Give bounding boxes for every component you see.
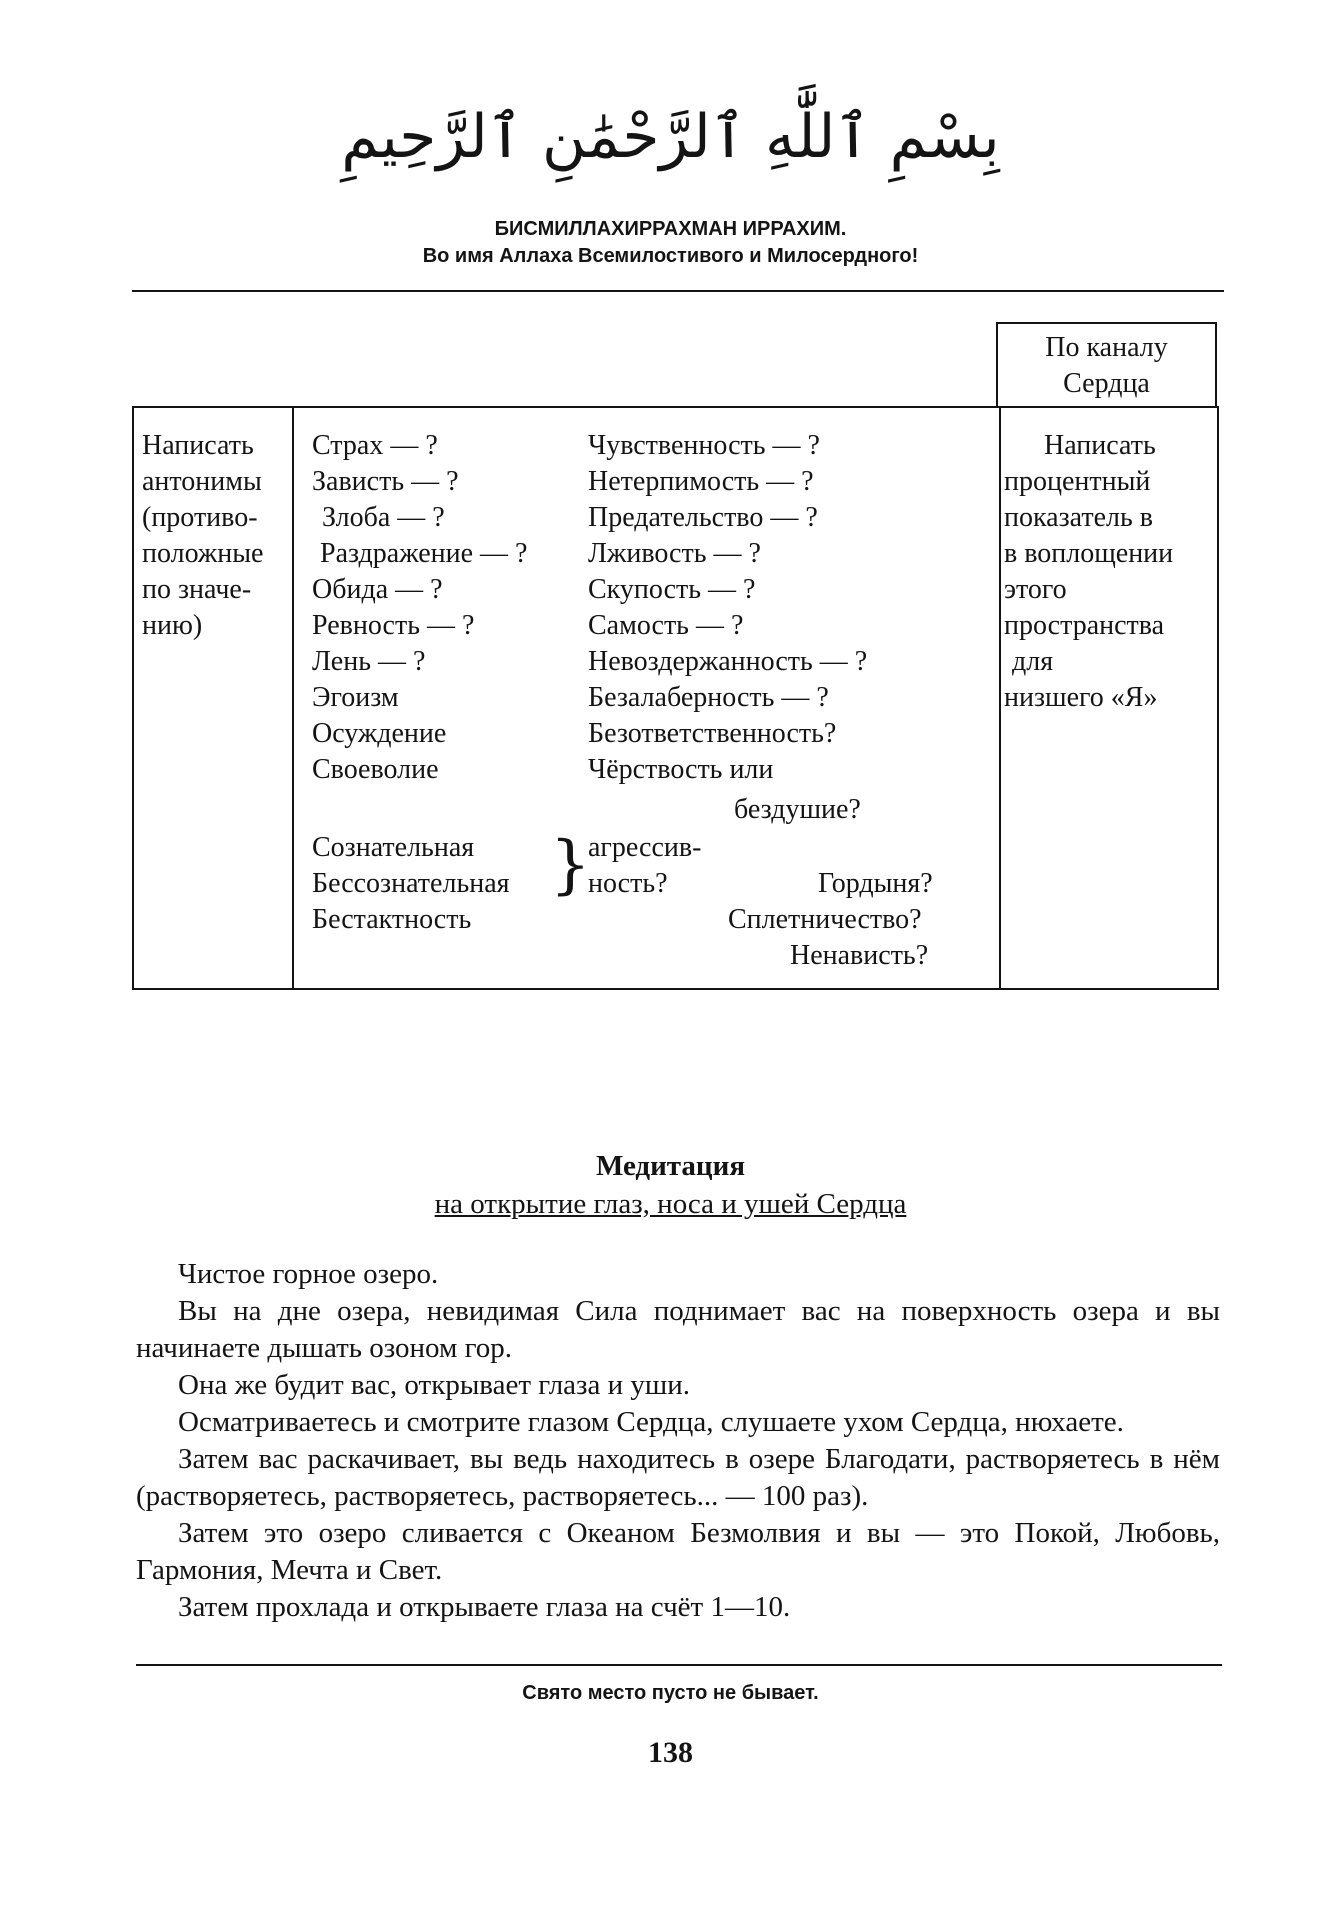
quality-item: Осуждение (312, 718, 447, 749)
left-cell-line: (противо- (142, 502, 258, 533)
quality-item: Гордыня? (818, 868, 933, 899)
quality-item: Чёрствость или (588, 754, 774, 785)
quality-item: Предательство — ? (588, 502, 818, 533)
quality-item: Обида — ? (312, 574, 443, 605)
meditation-paragraph: Затем вас раскачивает, вы ведь находитесь в озере Благодати, растворяетесь в нём (растворяетесь, растворяетесь, растворяетесь... — 100 раз). (136, 1443, 1220, 1512)
group-item: Бессознательная (312, 868, 510, 899)
meditation-paragraph: Вы на дне озера, невидимая Сила поднимает вас на поверхность озера и вы начинаете дышать озоном гор. (136, 1295, 1220, 1364)
right-cell-line: Написать (1044, 430, 1156, 461)
meditation-paragraph: Затем прохлада и открываете глаза на счёт 1—10. (178, 1591, 791, 1623)
quality-item: Лживость — ? (588, 538, 761, 569)
quality-item: Чувственность — ? (588, 430, 820, 461)
group-item: Сознательная (312, 832, 475, 863)
left-cell-line: Написать (142, 430, 254, 461)
right-cell-line: показатель в (1004, 502, 1153, 533)
meditation-text (136, 1256, 1220, 1626)
column-divider-right (999, 406, 1001, 990)
right-cell-line: этого (1004, 574, 1067, 605)
quality-item: Безалаберность — ? (588, 682, 829, 713)
quality-item: Эгоизм (312, 682, 399, 713)
right-cell-line: в воплощении (1004, 538, 1174, 569)
footer-proverb: Свято место пусто не бывает. (522, 1682, 819, 1704)
right-cell-line: процентный (1004, 466, 1151, 497)
left-cell (142, 428, 263, 644)
meditation-paragraph: Затем это озеро сливается с Океаном Безмолвия и вы — это Покой, Любовь, Гармония, Мечта и Свет. (136, 1517, 1220, 1586)
quality-item: Страх — ? (312, 430, 438, 461)
quality-item: Ненависть? (790, 940, 929, 971)
quality-item: Безответственность? (588, 718, 837, 749)
quality-item: Своеволие (312, 754, 439, 785)
meditation-subtitle: на открытие глаз, носа и ушей Сердца (434, 1188, 907, 1220)
header-divider (132, 290, 1224, 292)
right-cell-line: низшего «Я» (1004, 682, 1158, 713)
quality-item: Зависть — ? (312, 466, 459, 497)
qualities-column-2 (588, 428, 867, 788)
meditation-paragraph: Чистое горное озеро. (178, 1258, 439, 1290)
right-cell-line: для (1012, 646, 1054, 677)
quality-item-continued: бездушие? (734, 794, 861, 825)
quality-item: Нетерпимость — ? (588, 466, 814, 497)
left-cell-line: нию) (142, 610, 203, 641)
group-result: ность? (588, 868, 668, 899)
bismillah-calligraphy: بِسْمِ ٱللَّٰهِ ٱلرَّحْمَٰنِ ٱلرَّحِيمِ (341, 102, 1000, 172)
curly-brace: } (550, 828, 591, 902)
quality-item: Бестактность (312, 904, 472, 935)
corner-header-line-1: По каналу (1045, 332, 1168, 363)
quality-item: Лень — ? (312, 646, 426, 677)
footer-divider (136, 1664, 1222, 1666)
left-cell-line: антонимы (142, 466, 262, 497)
left-cell-line: по значе- (142, 574, 252, 605)
corner-header-line-2: Сердца (1063, 368, 1150, 399)
quality-item: Сплетничество? (728, 904, 922, 935)
page-number: 138 (648, 1736, 693, 1769)
right-cell-line: пространства (1004, 610, 1165, 641)
header-title: БИСМИЛЛАХИРРАХМАН ИРРАХИМ. (494, 218, 847, 240)
quality-item: Скупость — ? (588, 574, 756, 605)
right-cell (1004, 428, 1218, 716)
qualities-column-1 (312, 428, 527, 788)
left-cell-line: положные (142, 538, 264, 569)
meditation-paragraph: Осматриваетесь и смотрите глазом Сердца, слушаете ухом Сердца, нюхаете. (178, 1406, 1124, 1438)
quality-item: Самость — ? (588, 610, 744, 641)
meditation-paragraph: Она же будит вас, открывает глаза и уши. (178, 1369, 690, 1401)
column-divider-left (292, 406, 294, 990)
quality-item: Невоздержанность — ? (588, 646, 868, 677)
meditation-title: Медитация (595, 1150, 746, 1182)
quality-item: Раздражение — ? (320, 538, 528, 569)
group-result: агрессив- (588, 832, 702, 863)
quality-item: Ревность — ? (312, 610, 475, 641)
header-subtitle: Во имя Аллаха Всемилостивого и Милосердного! (422, 245, 919, 267)
corner-header-cell (996, 322, 1217, 408)
quality-item: Злоба — ? (322, 502, 445, 533)
